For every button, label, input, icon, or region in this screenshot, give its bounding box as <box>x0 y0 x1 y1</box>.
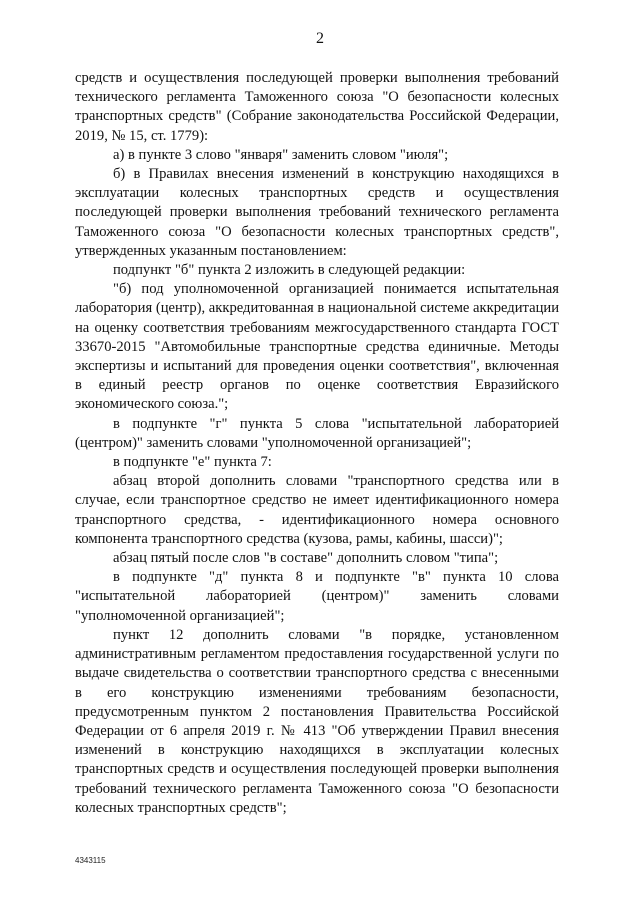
paragraph-6: в подпункте "г" пункта 5 слова "испытательной лабораторией (центром)" заменить словами "уполномоченной организацией"; <box>75 415 559 451</box>
paragraph-7: в подпункте "е" пункта 7: <box>113 454 272 471</box>
paragraph-4: подпункт "б" пункта 2 изложить в следующей редакции: <box>113 262 466 279</box>
document-code: 4343115 <box>75 856 106 865</box>
paragraph-8: абзац второй дополнить словами "транспортного средства или в случае, если транспортное средство не имеет идентификационного номера транспортного средства, - идентификационного номера основного компонента транспортного средства (кузова, рамы, кабины, шасси)"; <box>75 473 559 547</box>
paragraph-2: а) в пункте 3 слово "января" заменить словом "июля"; <box>113 146 449 163</box>
paragraph-1: средств и осуществления последующей проверки выполнения требований технического регламента Таможенного союза "О безопасности колесных транспортных средств" (Собрание законодательства Российской Федерации, 2019, № 15, ст. 1779): <box>75 70 559 144</box>
page-number: 2 <box>316 30 324 47</box>
paragraph-3: б) в Правилах внесения изменений в конструкцию находящихся в эксплуатации колесных транспортных средств и осуществления последующей проверки выполнения требований технического регламента Таможенного союза "О безопасности колесных транспортных средств", утвержденных указанным постановлением: <box>75 166 559 259</box>
document-body <box>75 69 559 818</box>
paragraph-10: в подпункте "д" пункта 8 и подпункте "в" пункта 10 слова "испытательной лабораторией (центром)" заменить словами "уполномоченной организацией"; <box>75 569 559 624</box>
paragraph-5: "б) под уполномоченной организацией понимается испытательная лаборатория (центр), аккредитованная в национальной системе аккредитации на оценку соответствия требованиям межгосударственного стандарта ГОСТ 33670-2015 "Автомобильные транспортные средства единичные. Методы экспертизы и испытаний для проведения оценки соответствия", включенная в единый реестр органов по оценке соответствия Евразийского экономического союза."; <box>75 281 559 413</box>
paragraph-9: абзац пятый после слов "в составе" дополнить словом "типа"; <box>113 550 499 567</box>
paragraph-11: пункт 12 дополнить словами "в порядке, установленном административным регламентом предоставления государственной услуги по выдаче свидетельства о соответствии транспортного средства с внесенными в его конструкцию изменениями требованиям безопасности, предусмотренным пунктом 2 постановления Правительства Российской Федерации от 6 апреля 2019 г. № 413 "Об утверждении Правил внесения изменений в конструкцию находящихся в эксплуатации колесных транспортных средств и осуществления последующей проверки выполнения требований технического регламента Таможенного союза "О безопасности колесных транспортных средств"; <box>75 626 559 816</box>
